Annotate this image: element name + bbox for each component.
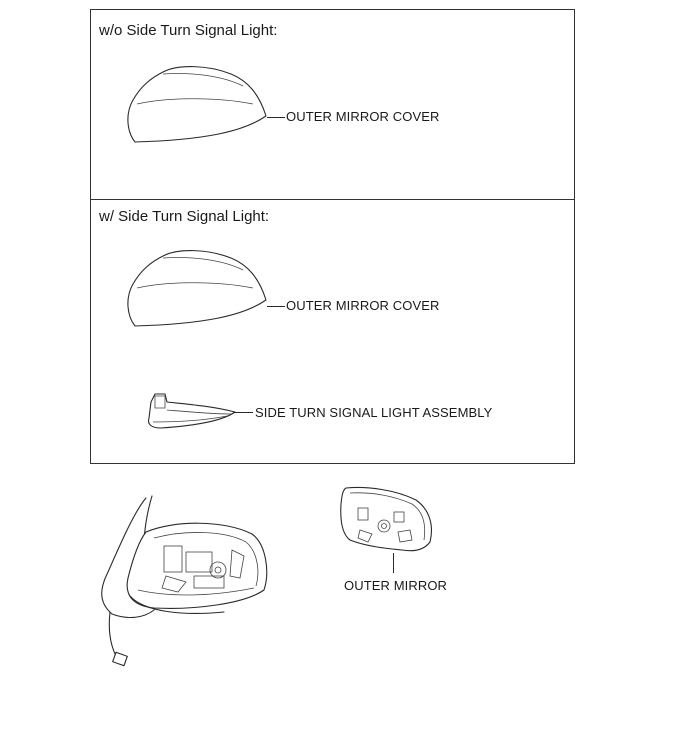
- panel-heading-without-signal: w/o Side Turn Signal Light:: [99, 22, 278, 39]
- leader-line-signal: [233, 412, 253, 413]
- leader-line-outer-mirror: [393, 553, 394, 573]
- mirror-housing-icon: [94, 492, 284, 682]
- mirror-glass-icon: [338, 484, 438, 556]
- label-outer-mirror: OUTER MIRROR: [344, 578, 448, 593]
- turn-signal-light-icon: [141, 388, 241, 433]
- mirror-cover-icon: [123, 246, 273, 336]
- leader-line-cover-b: [267, 306, 285, 307]
- label-outer-mirror-cover-a: OUTER MIRROR COVER: [286, 109, 440, 124]
- leader-line-cover-a: [267, 117, 285, 118]
- mirror-cover-icon: [123, 62, 273, 152]
- panel-without-turn-signal: [90, 9, 575, 200]
- panel-heading-with-signal: w/ Side Turn Signal Light:: [99, 208, 270, 225]
- label-outer-mirror-cover-b: OUTER MIRROR COVER: [286, 298, 440, 313]
- label-side-turn-signal-light-assembly: SIDE TURN SIGNAL LIGHT ASSEMBLY: [255, 405, 493, 420]
- panel-with-turn-signal: [90, 199, 575, 464]
